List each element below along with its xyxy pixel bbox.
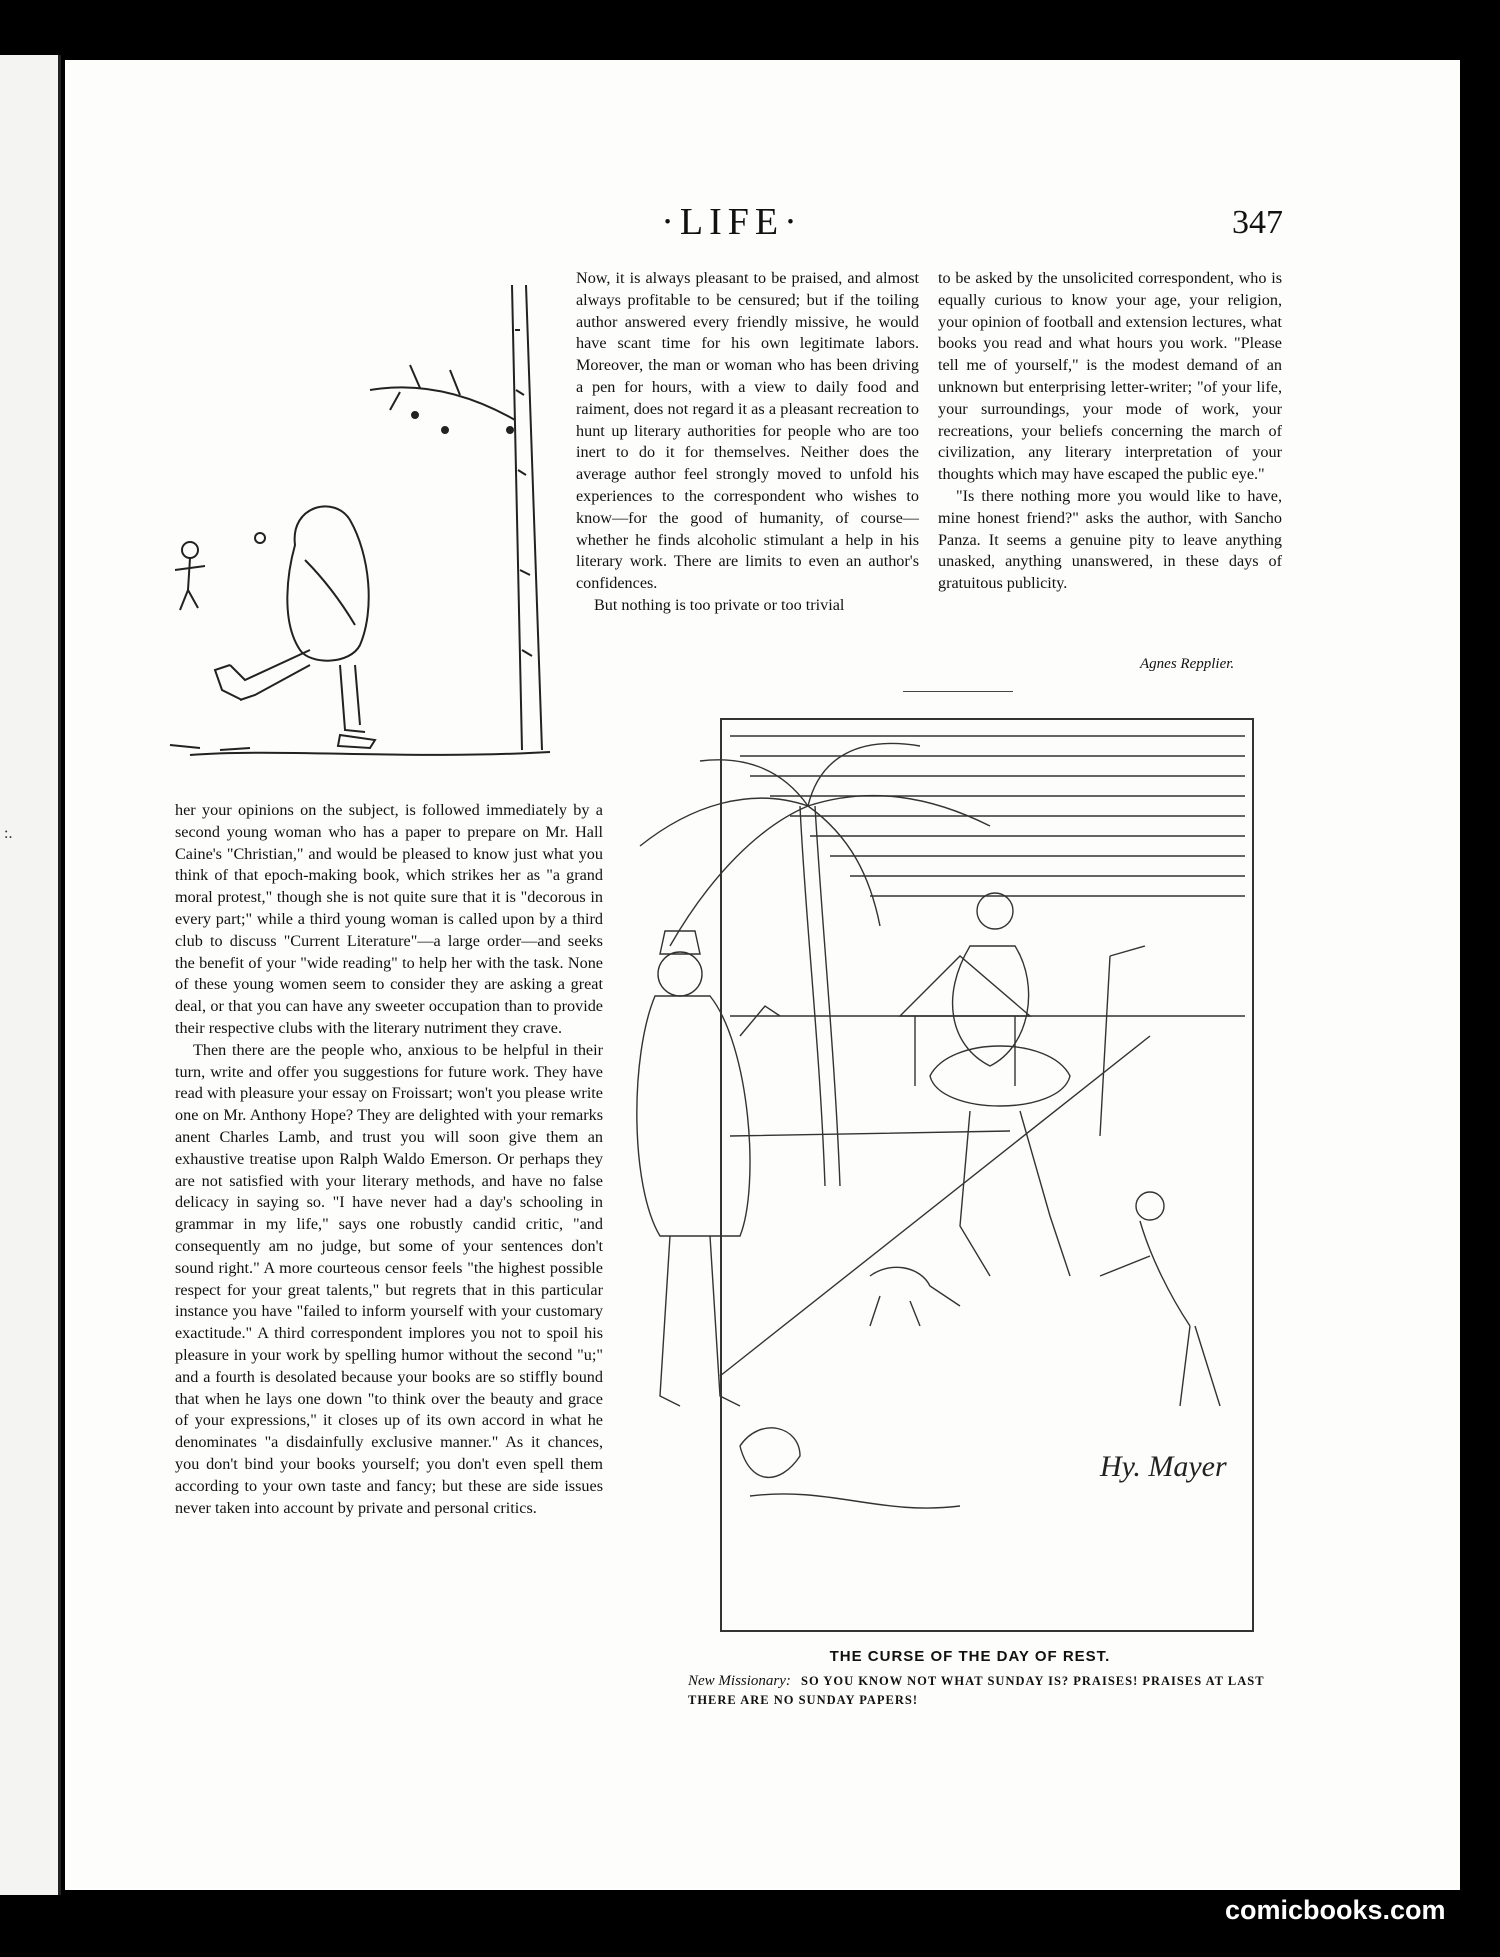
caption-dialogue: SO YOU KNOW NOT WHAT SUNDAY IS? PRAISES! PRAISES AT LAST THERE ARE NO SUNDAY PAPERS!	[688, 1674, 1265, 1707]
article-column-3	[175, 800, 603, 1519]
section-divider	[903, 691, 1013, 692]
paragraph: Then there are the people who, anxious to be helpful in their turn, write and offer you suggestions for future work. They have read with pleasure your essay on Froissart; won't you please write one on Mr. Anthony Hope? They are delighted with your remarks anent Charles Lamb, and trust you will soon give them an exhaustive treatise upon Ralph Waldo Emerson. Or perhaps they are not satisfied with your literary methods, and have no false delicacy in saying so. "I have never had a day's schooling in grammar in my life," says one robustly candid critic, "and consequently am no judge, but some of your sentences don't sound right." A more courteous censor feels "the highest possible respect for your great talents," but regrets that in this particular instance you have "failed to inform yourself with your customary exactitude." A third correspondent implores you not to spoil his pleasure in your work by spelling humor without the second "u;" and a fourth is desolated because your books are so stiffly bound that when he lays one down "to think over the beauty and grace of your expressions," it closes up of its own accord in what he denominates "a disdainfully exclusive manner." As it chances, you don't bind your books yourself; you don't even spell them according to your own taste and fancy; but these are side issues never taken into account by private and personal critics.	[175, 1040, 603, 1517]
article-column-2	[938, 268, 1282, 595]
kicking-man-illustration	[160, 270, 560, 770]
watermark-link[interactable]: comicbooks.com	[1225, 1895, 1446, 1925]
paragraph: her your opinions on the subject, is followed immediately by a second young woman who has a paper to prepare on Mr. Hall Caine's "Christian," and would be pleased to know just what you think of that epoch-making book, which strikes her as "a grand moral protest," though she is not quite sure that it is "decorous in every part;" while a third young woman is called upon by a third club to discuss "Current Literature"—a large order—and seeks the benefit of your "wide reading" to help her with the task. None of these young women seem to consider they are asking a great deal, or that you can have any sweeter occupation than to provide their respective clubs with the literary nutriment they crave.	[175, 801, 603, 1037]
facing-page-edge	[0, 55, 61, 1895]
edge-mark: :.	[4, 825, 13, 842]
page-number: 347	[1232, 204, 1283, 241]
artist-signature: Hy. Mayer	[1100, 1450, 1227, 1483]
author-signature: Agnes Repplier.	[1140, 656, 1235, 672]
missionary-cartoon	[630, 716, 1252, 1631]
paragraph: to be asked by the unsolicited correspondent, who is equally curious to know your age, your religion, your opinion of football and extension lectures, what books you read and what hours you work. "Please tell me of yourself," is the modest demand of an unknown but enterprising letter-writer; "of your life, your surroundings, your mode of work, your recreations, your beliefs concerning the march of civilization, any literary interpretation of your thoughts which may have escaped the public eye."	[938, 269, 1282, 484]
paragraph: But nothing is too private or too trivial	[594, 595, 845, 614]
paragraph: "Is there nothing more you would like to have, mine honest friend?" asks the author, with Sancho Panza. It seems a genuine pity to leave anything unasked, anything unanswered, in these days of gratuitous publicity.	[938, 486, 1282, 593]
masthead-title: ·LIFE·	[661, 201, 803, 243]
cartoon-caption	[688, 1672, 1278, 1710]
cartoon-caption-title: THE CURSE OF THE DAY OF REST.	[829, 1648, 1111, 1665]
article-column-1	[576, 268, 919, 617]
paragraph: Now, it is always pleasant to be praised, and almost always profitable to be censured; but if the toiling author answered every friendly missive, he would have scant time for his own legitimate labors. Moreover, the man or woman who has been driving a pen for hours, with a view to daily food and raiment, does not regard it as a pleasant recreation to hunt up literary authorities for people who are too inert to do it for themselves. Neither does the average author feel strongly moved to unfold his experiences to the correspondent who wishes to know—for the good of humanity, of course—whether he finds alcoholic stimulant a help in his literary work. There are limits to even an author's confidences.	[576, 269, 919, 593]
caption-speaker: New Missionary:	[688, 1673, 791, 1689]
